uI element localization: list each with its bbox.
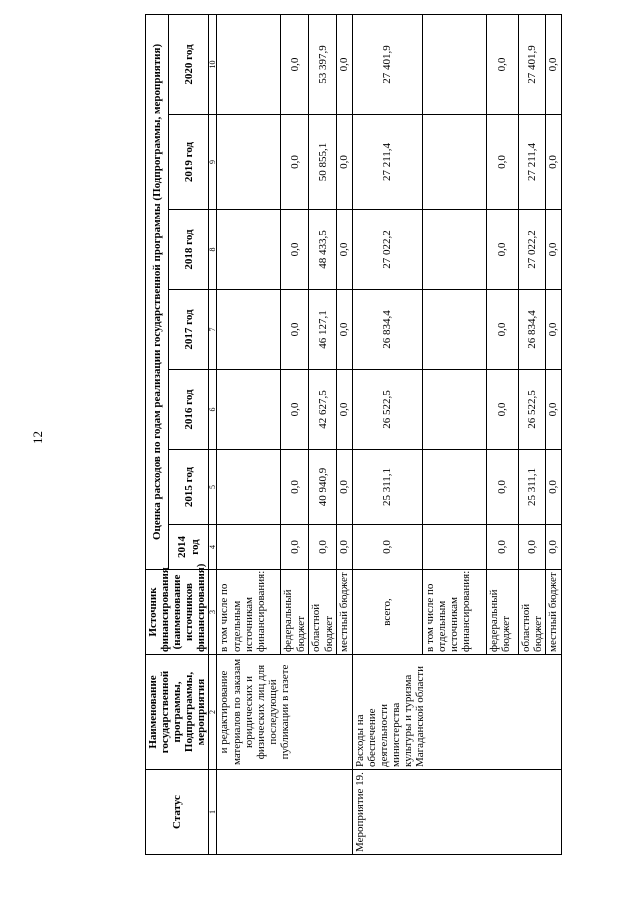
- header-year: 2019 год: [168, 115, 209, 210]
- value-cell: [217, 14, 281, 114]
- header-year: 2015 год: [168, 450, 209, 525]
- value-cell: 26 522,5: [352, 370, 422, 450]
- column-number: 6: [209, 370, 217, 450]
- value-cell: 25 311,1: [518, 450, 545, 525]
- value-cell: [422, 14, 486, 114]
- column-number: 5: [209, 450, 217, 525]
- value-cell: 0,0: [545, 450, 561, 525]
- value-cell: 0,0: [281, 14, 309, 114]
- value-cell: [422, 525, 486, 570]
- header-source: Источник финансирования (наименование источников финансирования): [146, 570, 209, 655]
- value-cell: 0,0: [281, 115, 309, 210]
- value-cell: 0,0: [336, 210, 352, 290]
- rotated-table-container: [145, 15, 562, 855]
- value-cell: 25 311,1: [352, 450, 422, 525]
- source-cell: в том числе по отдельным источникам финансирования:: [422, 570, 486, 655]
- column-number: 4: [209, 525, 217, 570]
- value-cell: 0,0: [281, 525, 309, 570]
- column-number: 2: [209, 655, 217, 770]
- header-year: 2017 год: [168, 290, 209, 370]
- status-cell: [217, 770, 352, 855]
- header-estimate-title: Оценка расходов по годам реализации государственной программы (Подпрограммы, мероприятия): [146, 14, 169, 569]
- column-number: 9: [209, 115, 217, 210]
- header-year: 2016 год: [168, 370, 209, 450]
- value-cell: [217, 290, 281, 370]
- value-cell: 0,0: [281, 210, 309, 290]
- column-number: 3: [209, 570, 217, 655]
- value-cell: [217, 115, 281, 210]
- value-cell: 0,0: [545, 14, 561, 114]
- column-number: 10: [209, 14, 217, 114]
- value-cell: 26 834,4: [518, 290, 545, 370]
- value-cell: [217, 210, 281, 290]
- column-number: 8: [209, 210, 217, 290]
- source-cell: областной бюджет: [309, 570, 336, 655]
- value-cell: 26 522,5: [518, 370, 545, 450]
- column-number: 7: [209, 290, 217, 370]
- source-cell: федеральный бюджет: [281, 570, 309, 655]
- value-cell: 0,0: [281, 370, 309, 450]
- value-cell: 46 127,1: [309, 290, 336, 370]
- value-cell: 0,0: [336, 115, 352, 210]
- value-cell: 0,0: [281, 290, 309, 370]
- value-cell: 0,0: [545, 115, 561, 210]
- value-cell: 0,0: [281, 450, 309, 525]
- header-status: Статус: [146, 770, 209, 855]
- value-cell: 27 211,4: [518, 115, 545, 210]
- value-cell: [422, 115, 486, 210]
- value-cell: 0,0: [486, 450, 518, 525]
- source-cell: областной бюджет: [518, 570, 545, 655]
- header-year: 2020 год: [168, 14, 209, 114]
- program-name-cell: Расходы на обеспечение деятельности министерства культуры и туризма Магаданской области: [352, 655, 561, 770]
- source-cell: местный бюджет: [545, 570, 561, 655]
- value-cell: 0,0: [336, 290, 352, 370]
- value-cell: 48 433,5: [309, 210, 336, 290]
- value-cell: [422, 290, 486, 370]
- table-row: [352, 14, 422, 854]
- value-cell: 0,0: [486, 370, 518, 450]
- value-cell: 0,0: [486, 290, 518, 370]
- value-cell: 0,0: [486, 210, 518, 290]
- value-cell: 0,0: [336, 525, 352, 570]
- value-cell: [422, 370, 486, 450]
- source-cell: в том числе по отдельным источникам финансирования:: [217, 570, 281, 655]
- value-cell: 0,0: [309, 525, 336, 570]
- value-cell: 0,0: [486, 115, 518, 210]
- value-cell: [217, 525, 281, 570]
- value-cell: 26 834,4: [352, 290, 422, 370]
- value-cell: [217, 370, 281, 450]
- value-cell: 42 627,5: [309, 370, 336, 450]
- value-cell: 53 397,9: [309, 14, 336, 114]
- header-year: 2014 год: [168, 525, 209, 570]
- financing-table: [145, 14, 562, 855]
- value-cell: 27 401,9: [352, 14, 422, 114]
- value-cell: 0,0: [545, 290, 561, 370]
- value-cell: 0,0: [486, 14, 518, 114]
- value-cell: 0,0: [336, 370, 352, 450]
- value-cell: [422, 210, 486, 290]
- source-cell: федеральный бюджет: [486, 570, 518, 655]
- value-cell: 0,0: [336, 450, 352, 525]
- value-cell: 0,0: [518, 525, 545, 570]
- value-cell: 0,0: [545, 210, 561, 290]
- value-cell: 27 022,2: [518, 210, 545, 290]
- value-cell: 50 855,1: [309, 115, 336, 210]
- header-program-name: Наименование государственной программы, Подпрограммы, мероприятия: [146, 655, 209, 770]
- program-name-cell: и редактирование материалов по заказам юридических и физических лиц для последующей публикации в газете: [217, 655, 352, 770]
- value-cell: 27 401,9: [518, 14, 545, 114]
- header-year: 2018 год: [168, 210, 209, 290]
- value-cell: 0,0: [336, 14, 352, 114]
- value-cell: 0,0: [545, 525, 561, 570]
- value-cell: 0,0: [352, 525, 422, 570]
- value-cell: 0,0: [486, 525, 518, 570]
- value-cell: [422, 450, 486, 525]
- value-cell: [217, 450, 281, 525]
- source-cell: местный бюджет: [336, 570, 352, 655]
- value-cell: 27 211,4: [352, 115, 422, 210]
- table-row: [217, 14, 281, 854]
- status-cell: Мероприятие 19.: [352, 770, 561, 855]
- header-row-1: [146, 14, 169, 854]
- column-numbers-row: [209, 14, 217, 854]
- page-number: 12: [30, 431, 45, 444]
- value-cell: 0,0: [545, 370, 561, 450]
- value-cell: 27 022,2: [352, 210, 422, 290]
- column-number: 1: [209, 770, 217, 855]
- value-cell: 40 940,9: [309, 450, 336, 525]
- source-cell: всего,: [352, 570, 422, 655]
